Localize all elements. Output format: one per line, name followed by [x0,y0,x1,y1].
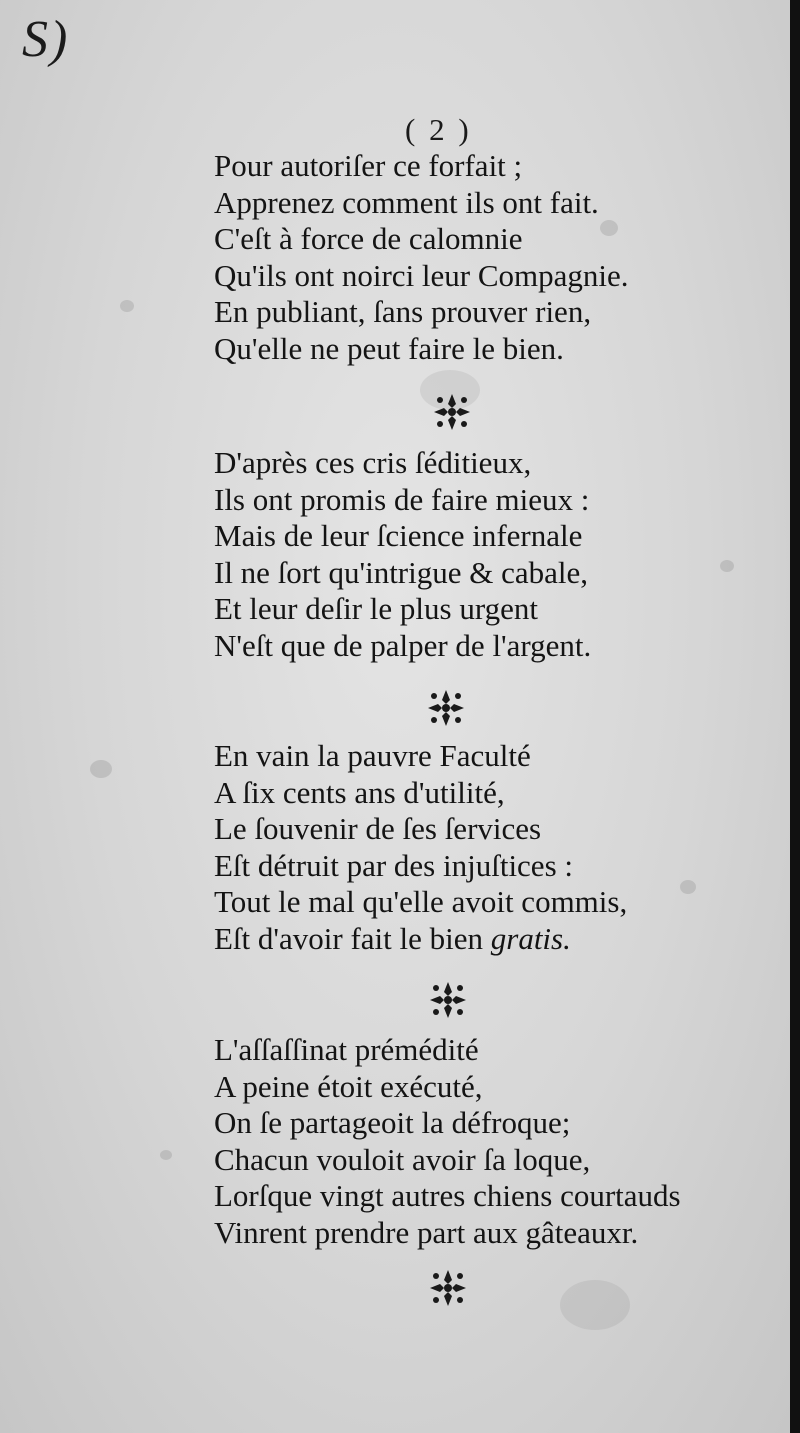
fleuron-ornament-icon [426,688,466,728]
italic-word: gratis. [490,920,571,956]
verse-line: Qu'ils ont noirci leur Compagnie. [214,257,629,293]
page-number: ( 2 ) [405,112,472,147]
verse-line: Il ne ſort qu'intrigue & cabale, [214,554,589,590]
stanza-1 [214,148,734,367]
verse-line: Chacun vouloit avoir ſa loque, [214,1141,591,1177]
paper-speck [90,760,112,778]
verse-line: Pour autoriſer ce forfait ; [214,148,523,183]
verse-line: En vain la pauvre Faculté [214,738,531,773]
verse-line: Ils ont promis de faire mieux : [214,481,590,517]
verse-line: A ſix cents ans d'utilité, [214,774,505,810]
verse-line: En publiant, ſans prouver rien, [214,294,592,329]
stanza-3 [214,738,734,957]
paper-speck [120,300,134,312]
fleuron-ornament-icon [428,1268,468,1308]
verse-text: Eſt d'avoir fait le bien [214,920,491,956]
paper-speck [160,1150,172,1160]
verse-line: Tout le mal qu'elle avoit commis, [214,884,628,919]
verse-line: Et leur deſir le plus urgent [214,591,538,626]
verse-line: Lorſque vingt autres chiens courtauds [214,1178,681,1213]
verse-line: Qu'elle ne peut faire le bien. [214,330,564,366]
verse-line: On ſe partageoit la défroque; [214,1105,571,1140]
verse-line: D'après ces cris ſéditieux, [214,445,532,480]
verse-line: Le ſouvenir de ſes ſervices [214,811,542,846]
verse-line [214,921,734,958]
verse-line: N'eſt que de palper de l'argent. [214,627,592,663]
verse-line: C'eſt à force de calomnie [214,221,523,256]
verse-line: Apprenez comment ils ont fait. [214,184,599,220]
verse-line: A peine étoit exécuté, [214,1068,483,1104]
verse-line: Mais de leur ſcience infernale [214,518,583,553]
verse-line: Vinrent prendre part aux gâteauxr. [214,1214,639,1250]
stanza-4 [214,1032,734,1251]
fleuron-ornament-icon [428,980,468,1020]
verse-line: Eſt détruit par des injuſtices : [214,847,573,883]
handwritten-mark: S) [22,11,70,68]
verse-line: L'aſſaſſinat prémédité [214,1032,479,1067]
book-spine-shadow [790,0,800,1433]
stanza-2 [214,445,734,664]
paper-stain [560,1280,630,1330]
fleuron-ornament-icon [432,392,472,432]
